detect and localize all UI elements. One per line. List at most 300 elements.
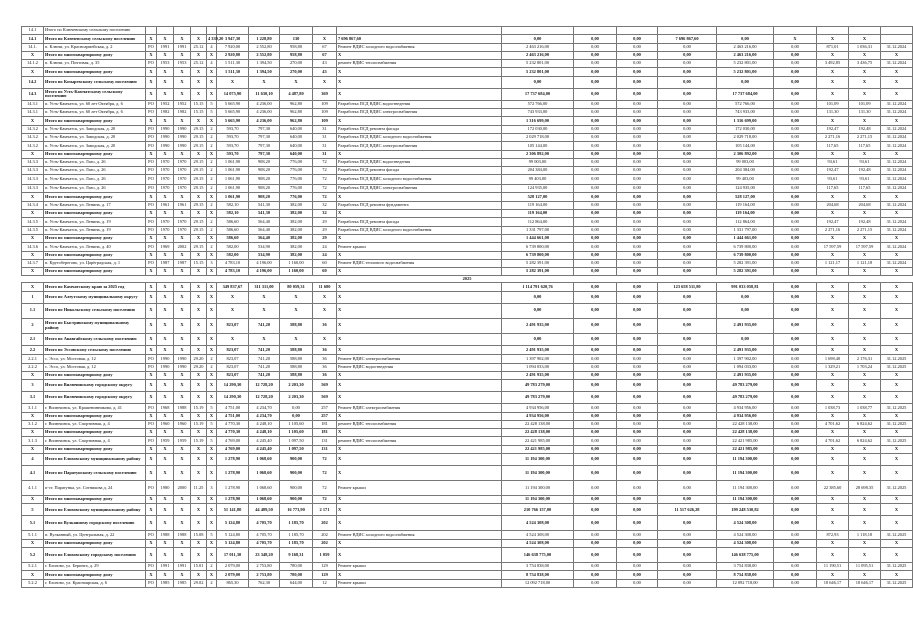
table-cell: 29.15 (191, 218, 207, 226)
table-cell: 31.12.2024 (881, 167, 913, 175)
table-cell (249, 27, 280, 35)
table-cell: 4 705,70 (249, 539, 280, 547)
table-cell: 4 (207, 43, 217, 51)
table-cell: 6 739 800,00 (502, 243, 574, 251)
table-cell: X (217, 303, 249, 318)
table-cell: 15.08 (191, 531, 207, 539)
table-row (22, 445, 913, 453)
table-cell: РО (146, 125, 157, 133)
table-cell: 0,00 (574, 547, 617, 562)
table-cell: РО (146, 420, 157, 428)
table-cell: Ремонт крыши (337, 243, 502, 251)
table-cell: X (157, 51, 174, 59)
table-row (22, 234, 913, 242)
table-cell: 4 524 308,00 (502, 539, 574, 547)
table-cell: 1 160,00 (280, 268, 313, 276)
table-cell: п. Усть-Камчатск, ул. 60 лет Октября, д. 6 (44, 100, 146, 108)
table-cell: 14 075,90 (217, 88, 249, 100)
table-cell: 14.3.3 (22, 175, 44, 185)
table-cell: 0,00 (617, 454, 658, 466)
table-cell: 0,00 (502, 333, 574, 345)
table-cell: 4 783,10 (217, 268, 249, 276)
table-cell: 5 124,80 (217, 539, 249, 547)
table-row (22, 380, 913, 392)
table-cell: 1988 (174, 531, 191, 539)
table-cell: X (174, 210, 191, 218)
table-cell: 741,20 (249, 345, 280, 355)
table-cell: 0,00 (617, 243, 658, 251)
table-cell: X (849, 51, 881, 59)
table-cell: X (174, 291, 191, 303)
table-cell: 31.12.2025 (881, 404, 913, 412)
table-cell: 1970 (157, 158, 174, 166)
table-row (22, 243, 913, 251)
table-cell: 1 278,90 (217, 454, 249, 466)
table-row (22, 283, 913, 291)
table-cell: 0,00 (774, 371, 817, 379)
table-cell: 0,00 (774, 43, 817, 51)
table-cell: 36 (313, 371, 337, 379)
table-cell: 0,00 (658, 51, 717, 59)
table-cell: 0,00 (774, 429, 817, 437)
table-cell: 204 384,00 (717, 167, 774, 175)
table-cell: X (849, 454, 881, 466)
table-cell: 0,00 (574, 201, 617, 209)
table-cell: 0,00 (658, 429, 717, 437)
table-cell: 119 164,00 (502, 201, 574, 209)
table-cell (146, 27, 157, 35)
table-cell: 0,00 (617, 283, 658, 291)
table-cell: Ремонт ВДИС холодного водоснабжения (337, 531, 502, 539)
table-cell: 2 463 216,00 (717, 51, 774, 59)
table-cell: 0,00 (658, 210, 717, 218)
table-cell: X (881, 371, 913, 379)
year-section-row (22, 276, 913, 283)
table-cell: 0,00 (774, 579, 817, 587)
table-cell: 5 282 391,00 (502, 259, 574, 267)
table-row (22, 371, 913, 379)
table-cell: Итого по многоквартирному дому (44, 496, 146, 504)
table-cell: X (817, 516, 849, 531)
table-cell: 1969 (157, 243, 174, 251)
table-cell: 0,00 (658, 142, 717, 150)
table-cell: 72 (313, 175, 337, 185)
table-cell: 0,00 (658, 539, 717, 547)
table-cell: 14.3.1 (22, 100, 44, 108)
table-cell: 49 783 279,00 (717, 392, 774, 404)
table-cell: 0,00 (774, 539, 817, 547)
table-cell: 60 (313, 268, 337, 276)
table-cell: 131,30 (817, 109, 849, 117)
table-cell: 14.3.3 (22, 158, 44, 166)
table-cell: 741,20 (249, 318, 280, 333)
table-cell: 0,00 (658, 571, 717, 579)
table-row (22, 454, 913, 466)
table-cell: 192,47 (817, 125, 849, 133)
table-cell: 1 444 661,00 (717, 234, 774, 242)
table-cell: 181 (313, 420, 337, 428)
table-cell: 28 698,35 (849, 481, 881, 496)
table-cell: X (191, 234, 207, 242)
table-cell: X (849, 571, 881, 579)
table-cell: Итого по Камчатскому краю за 2025 год (44, 283, 146, 291)
table-cell: Итого по многоквартирному дому (44, 429, 146, 437)
table-cell: 192,48 (849, 125, 881, 133)
table-cell: 1990 (174, 125, 191, 133)
table-cell: 204,68 (817, 201, 849, 209)
table-cell: 0,00 (617, 259, 658, 267)
table-cell: 0,00 (280, 412, 313, 420)
table-cell: 32 (313, 201, 337, 209)
table-cell: 0,00 (574, 125, 617, 133)
table-cell: 1990 (174, 133, 191, 141)
table-cell: 6 824,62 (849, 437, 881, 445)
table-cell: Итого по Вилючинскому городскому округу (44, 380, 146, 392)
table-cell: X (817, 454, 849, 466)
table-cell: X (207, 454, 217, 466)
table-cell: 2 (207, 158, 217, 166)
table-cell: X (174, 345, 191, 355)
table-row (22, 167, 913, 175)
table-cell: 823,07 (217, 363, 249, 371)
table-cell: 14.1. (22, 43, 44, 51)
table-cell: 3 947,30 (217, 35, 249, 43)
table-cell: X (157, 539, 174, 547)
table-cell: X (337, 539, 502, 547)
table-cell: 0,00 (574, 60, 617, 68)
table-cell: 0,00 (617, 345, 658, 355)
table-cell: 0,00 (658, 117, 717, 125)
table-cell: 4 236,00 (249, 100, 280, 108)
table-cell: 1982 (157, 109, 174, 117)
table-cell: 31.12.2024 (881, 100, 913, 108)
table-cell: 2000 (174, 481, 191, 496)
table-cell: 12 092 718,00 (502, 579, 574, 587)
table-cell: 72 (313, 496, 337, 504)
table-cell: Итого по Вилючинскому городскому округу (44, 392, 146, 404)
table-cell: 582,00 (217, 243, 249, 251)
table-cell: 172 030,00 (502, 125, 574, 133)
table-cell: 0,00 (617, 333, 658, 345)
table-cell: 1 121,18 (849, 259, 881, 267)
table-cell: 11 194 300,00 (502, 481, 574, 496)
table-cell: 2 753,80 (249, 571, 280, 579)
table-cell: п-ст. Паратунка, ул. Сотникова д. 24 (44, 481, 146, 496)
table-cell: X (337, 268, 502, 276)
table-cell: 0,00 (574, 133, 617, 141)
table-cell: 0,00 (617, 268, 658, 276)
table-cell: X (817, 303, 849, 318)
table-cell: 117,65 (849, 185, 881, 193)
table-cell: 5 232 801,00 (502, 68, 574, 76)
table-cell: X (207, 51, 217, 59)
table-cell: X (337, 88, 502, 100)
table-cell: 0,00 (774, 201, 817, 209)
table-cell: 4 196,00 (249, 268, 280, 276)
table-cell: 99 003,00 (717, 158, 774, 166)
table-cell: X (817, 268, 849, 276)
table-cell: X (157, 268, 174, 276)
table-cell: 1990 (157, 125, 174, 133)
table-cell: 12 728,20 (249, 392, 280, 404)
table-cell: 564,40 (249, 218, 280, 226)
table-cell: 541,30 (249, 210, 280, 218)
table-cell: 15.19 (191, 437, 207, 445)
table-cell: 1 511,30 (217, 60, 249, 68)
table-cell: п. Усть-Камчатск, ул. Заводская, д. 20 (44, 142, 146, 150)
table-cell: 3 (207, 481, 217, 496)
table-cell: X (174, 571, 191, 579)
table-cell: 0,00 (617, 117, 658, 125)
table-cell: 202 (313, 516, 337, 531)
table-cell: 11 194 300,00 (502, 466, 574, 481)
table-cell: Итого по многоквартирному дому (44, 210, 146, 218)
table-cell: 572 766,00 (717, 100, 774, 108)
table-cell: X (146, 392, 157, 404)
table-cell: Ремонт ВДИС электроснабжения (337, 355, 502, 363)
table-cell (881, 27, 913, 35)
table-cell: 4 524 308,00 (717, 516, 774, 531)
table-cell: Итого по многоквартирному дому (44, 51, 146, 59)
table-cell: 31.12.2025 (881, 531, 913, 539)
table-cell: X (849, 333, 881, 345)
table-cell: 3 436,75 (849, 60, 881, 68)
table-cell: 7 696 867,60 (337, 35, 502, 43)
table-cell: 99 403,00 (717, 175, 774, 185)
table-cell: 0,00 (774, 175, 817, 185)
table-cell: Итого по Елизовскому муниципальному району (44, 454, 146, 466)
table-cell: 4 196,00 (249, 259, 280, 267)
table-cell: 5 (207, 100, 217, 108)
table-cell: 776,00 (280, 175, 313, 185)
table-cell: 1 511,30 (217, 68, 249, 76)
table-cell: 31.12.2024 (881, 43, 913, 51)
table-cell: РО (146, 175, 157, 185)
table-cell: 2 079,00 (217, 571, 249, 579)
table-cell: РО (146, 158, 157, 166)
table-cell: 0,00 (617, 88, 658, 100)
table-cell: 14.3.3 (22, 185, 44, 193)
capital-repair-register-sheet (21, 26, 907, 588)
table-cell: 0,00 (658, 437, 717, 445)
table-cell: X (849, 496, 881, 504)
table-cell: 1959 (174, 437, 191, 445)
table-cell: 0,00 (617, 60, 658, 68)
table-cell: 105 144,00 (502, 142, 574, 150)
table-cell: 0,00 (574, 429, 617, 437)
table-cell: X (22, 283, 44, 291)
table-cell: 36 (313, 318, 337, 333)
table-cell: X (174, 88, 191, 100)
table-cell: 0,00 (658, 466, 717, 481)
table-cell: 117,65 (849, 142, 881, 150)
table-cell: 0,00 (774, 268, 817, 276)
table-cell: X (146, 547, 157, 562)
table-cell: X (191, 429, 207, 437)
table-cell: X (157, 516, 174, 531)
table-cell: 0,00 (574, 392, 617, 404)
table-cell: Итого по Быстринскому муниципальному району (44, 318, 146, 333)
table-cell: X (146, 117, 157, 125)
table-cell: 199 248 530,82 (717, 504, 774, 516)
table-cell: 2 (207, 201, 217, 209)
table-cell: ремонт ВДИС теплоснабжения (337, 420, 502, 428)
table-cell: 0,00 (617, 429, 658, 437)
table-cell: 2 306 892,00 (717, 150, 774, 158)
table-row (22, 363, 913, 371)
table-cell: X (174, 466, 191, 481)
table-cell: 780,00 (280, 571, 313, 579)
table-cell: 1 185,70 (280, 516, 313, 531)
table-cell: X (146, 291, 157, 303)
table-cell: 4 245,40 (249, 445, 280, 453)
table-cell: X (337, 380, 502, 392)
table-cell: 0,00 (658, 380, 717, 392)
table-cell: 0,00 (658, 547, 717, 562)
table-cell: X (881, 268, 913, 276)
table-row (22, 571, 913, 579)
table-cell: 31.12.2024 (881, 175, 913, 185)
table-cell: Итого по многоквартирному дому (44, 371, 146, 379)
table-cell: X (191, 392, 207, 404)
table-cell: 0,00 (774, 76, 817, 88)
table-cell: 564,40 (249, 226, 280, 234)
table-cell: 0,00 (658, 226, 717, 234)
table-cell: 4.1 (22, 466, 44, 481)
table-cell: X (337, 371, 502, 379)
table-cell: X (191, 88, 207, 100)
table-cell: 0,00 (774, 210, 817, 218)
table-cell: 5 282 391,00 (717, 268, 774, 276)
table-cell: X (881, 516, 913, 531)
table-cell (881, 35, 913, 43)
table-row (22, 193, 913, 201)
table-cell: X (207, 150, 217, 158)
table-cell: 797,30 (249, 133, 280, 141)
table-cell: 0,00 (717, 303, 774, 318)
table-row (22, 201, 913, 209)
table-cell: 0,00 (617, 504, 658, 516)
table-cell: 25.12 (191, 43, 207, 51)
table-cell: X (146, 88, 157, 100)
table-cell: 117,65 (817, 142, 849, 150)
table-cell: 0,00 (774, 125, 817, 133)
table-row (22, 109, 913, 117)
year-section-label: 2025 (462, 276, 472, 282)
table-cell: 93,61 (817, 175, 849, 185)
table-cell: X (337, 429, 502, 437)
table-cell: 1 278,90 (217, 481, 249, 496)
table-cell: РО (146, 100, 157, 108)
table-cell: X (817, 51, 849, 59)
table-cell: 17 597,59 (817, 243, 849, 251)
table-cell: 0,00 (658, 392, 717, 404)
table-cell: 0,00 (658, 345, 717, 355)
table-cell: 0,00 (574, 175, 617, 185)
table-cell: 22 385,60 (817, 481, 849, 496)
table-cell: 1987 (174, 259, 191, 267)
table-cell: 0,00 (774, 437, 817, 445)
table-cell: 5 282 391,00 (502, 268, 574, 276)
table-row (22, 429, 913, 437)
table-cell: 29.20 (191, 355, 207, 363)
table-cell: X (157, 88, 174, 100)
table-cell: 0,00 (617, 291, 658, 303)
table-cell: 0,00 (658, 109, 717, 117)
table-cell: РО (146, 109, 157, 117)
table-cell: 109 (313, 117, 337, 125)
table-cell: X (157, 380, 174, 392)
table-cell: 14.3.4 (22, 201, 44, 209)
table-cell: 0,00 (617, 35, 658, 43)
table-cell: п. Вулканный, ул. Центральная, д. 22 (44, 531, 146, 539)
table-cell: 2 463 216,00 (502, 51, 574, 59)
table-cell: 131 (313, 445, 337, 453)
table-cell: X (881, 117, 913, 125)
table-cell: 0,00 (774, 218, 817, 226)
table-cell: X (337, 76, 502, 88)
table-row (22, 291, 913, 303)
table-cell: X (157, 318, 174, 333)
table-cell: X (337, 234, 502, 242)
table-cell: 60 (313, 259, 337, 267)
table-cell: X (174, 268, 191, 276)
table-cell: п. Усть-Камчатск, ул. Ленина, д. 19 (44, 218, 146, 226)
table-cell: 29.15 (191, 185, 207, 193)
table-cell: X (337, 117, 502, 125)
table-cell: 8 754 838,00 (717, 571, 774, 579)
table-cell: 1 444 661,00 (502, 234, 574, 242)
table-cell: X (157, 117, 174, 125)
table-row (22, 158, 913, 166)
table-cell: 99 003,00 (502, 158, 574, 166)
table-cell: 0,00 (574, 371, 617, 379)
table-cell: 1961 (174, 201, 191, 209)
table-cell: 1 105,60 (280, 429, 313, 437)
table-cell: 2 171 (313, 504, 337, 516)
table-cell: X (881, 283, 913, 291)
table-cell: 4 701,62 (817, 437, 849, 445)
table-cell: 1 094 033,00 (502, 363, 574, 371)
table-cell: 0,00 (574, 259, 617, 267)
table-cell: 22 421 985,00 (717, 445, 774, 453)
table-cell: Разработка ПСД ремонта фасада (337, 167, 502, 175)
table-cell: 2 920,80 (217, 51, 249, 59)
table-cell: X (207, 412, 217, 420)
table-cell: 2 (207, 133, 217, 141)
table-cell: 2 552,80 (249, 51, 280, 59)
table-cell: 0,00 (774, 496, 817, 504)
table-cell: 1 397 902,00 (502, 355, 574, 363)
table-cell: 0,00 (774, 420, 817, 428)
table-cell: 0,00 (574, 88, 617, 100)
table-cell: 119 164,00 (717, 210, 774, 218)
table-cell: 2.2.1 (22, 355, 44, 363)
table-cell: 1 068,60 (249, 454, 280, 466)
table-cell: 4 245,40 (249, 437, 280, 445)
table-cell: 17 597,59 (849, 243, 881, 251)
table-cell: X (207, 571, 217, 579)
table-cell: 130 (280, 35, 313, 43)
table-cell: 4 339,20 (207, 35, 217, 43)
table-cell: 0,00 (502, 291, 574, 303)
table-cell: X (22, 268, 44, 276)
table-cell: п. Усть-Камчатск, ул. Лазо, д. 26 (44, 167, 146, 175)
table-cell: 962,80 (280, 109, 313, 117)
table-row (22, 420, 913, 428)
table-cell: 24 (313, 251, 337, 259)
table-cell: 0,00 (574, 333, 617, 345)
